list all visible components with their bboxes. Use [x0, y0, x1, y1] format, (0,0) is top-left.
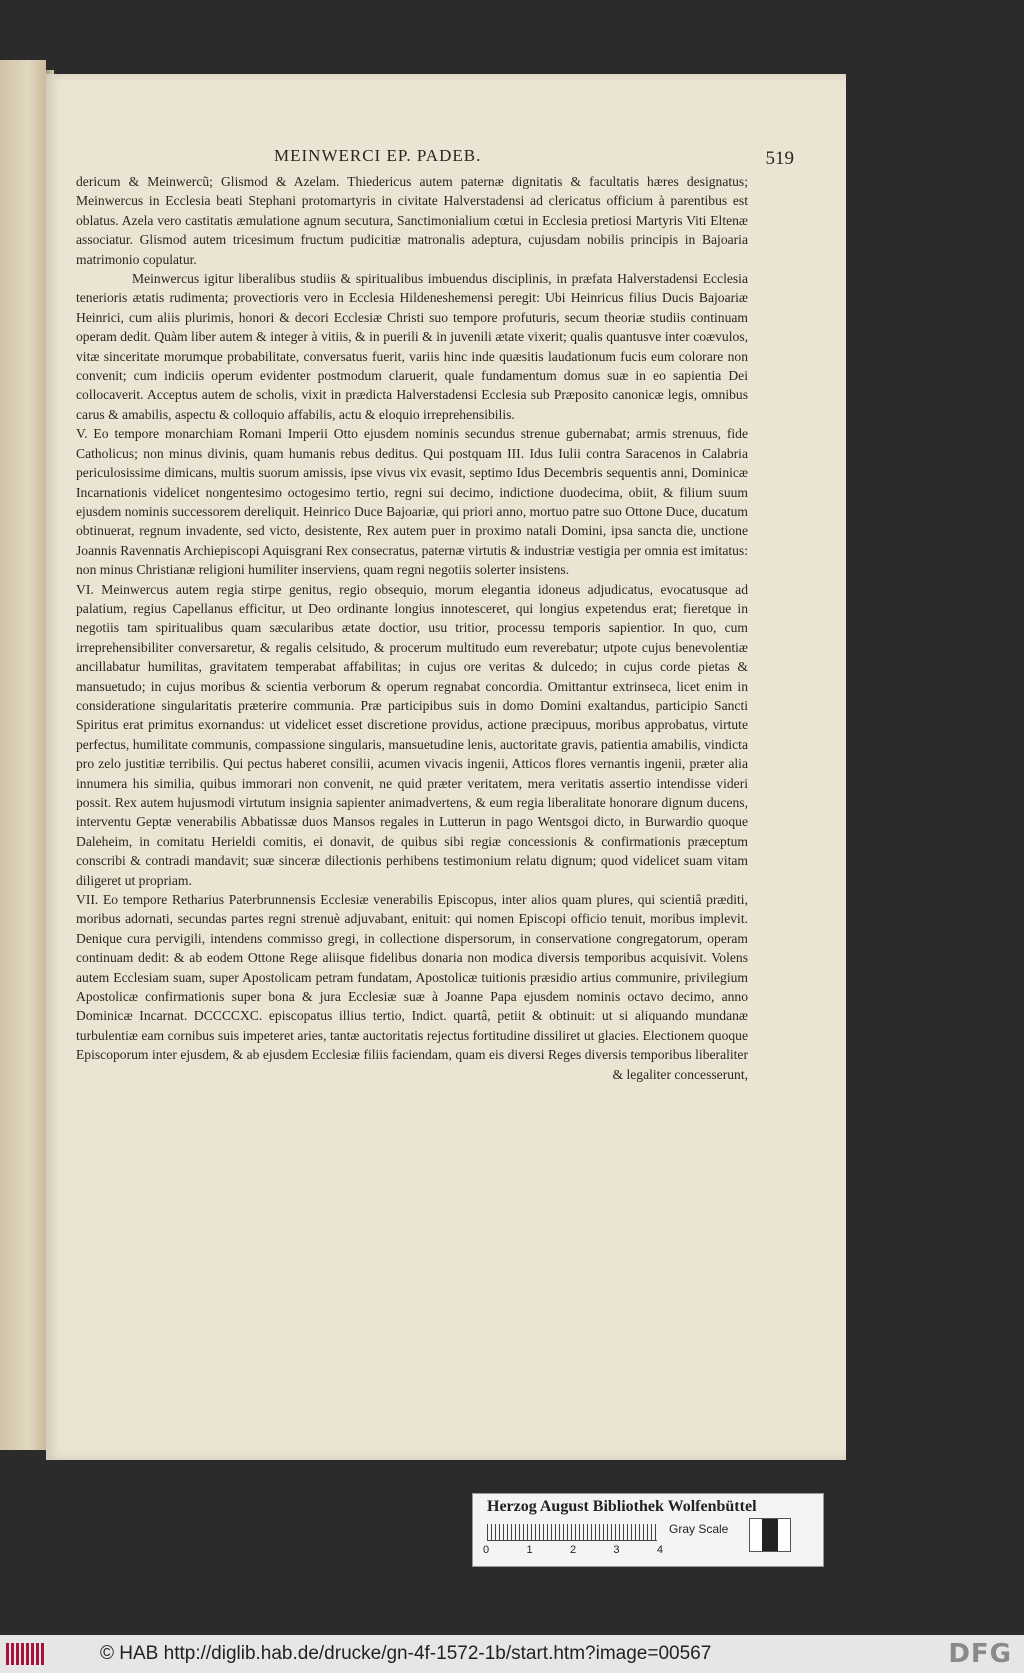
ruler-number: 2	[569, 1544, 577, 1556]
ruler-number: 4	[656, 1544, 663, 1556]
ruler-number: 0	[483, 1544, 490, 1556]
facing-page-edge	[0, 60, 46, 1450]
ruler-number: 1	[526, 1544, 533, 1556]
hab-logo-icon	[6, 1643, 46, 1665]
viewer-footer	[0, 1635, 1024, 1673]
paragraph: dericum & Meinwercũ; Glismod & Azelam. Thiedericus autem paternæ dignitatis & facultatis hæres designatus; Meinwercus in Ecclesia beati Stephani protomartyris in civitate Halverstadensi ad clericatus officium à parentibus est oblatus. Azela vero castitatis æmulatione agnum secutura, Sanctimonialium cœtui in Ecclesia pretiosi Martyris Viti Eltenæ associatur. Glismod autem tricesimum fructum pudicitiæ matronalis adeptura, cujusdam nobilis principis in Bajoaria matrimonio copulatur.	[76, 174, 748, 267]
gray-scale-label: Gray Scale	[669, 1522, 729, 1536]
paragraph: Meinwercus igitur liberalibus studiis & spiritualibus imbuendus disciplinis, in præfata Halverstadensi Ecclesia tenerioris ætatis rudimenta; provectioris vero in Ecclesia Hildeneshemensi peregit: Ubi Heinricus filius Ducis Bajoariæ Heinrici, cum aliis plurimis, honori & decori Ecclesiæ Christi suo tempore profuturis, secum theoriæ studiis continuam operam dedit. Quàm liber autem & integer à vitiis, & in puerili & in juvenili ætate vixerit; qualis quantusve inter coævulos, vitæ sinceritate morumque probabilitate, conversatus fuerit, variis hinc inde quæsitis laudationum fucis eum colorare non convenit; cum indiciis operum evidenter postmodum claruerit, quale fundamentum domus suæ in eo sapientia Dei collocaverit. Acceptus autem de scholis, vixit in prædicta Halverstadensi Ecclesia sub Præposito canonicæ legis, omnibus carus & amabilis, aspectu & colloquio affabilis, actu & eloquio irreprehensibilis.	[76, 271, 748, 422]
body-text	[76, 172, 748, 1084]
gray-scale-swatch	[749, 1518, 791, 1552]
ruler-number: 3	[613, 1544, 620, 1556]
paragraph: VI. Meinwercus autem regia stirpe genitus, regio obsequio, morum elegantia idoneus adjudicatus, evocatusque ad palatium, regius Capellanus efficitur, ut Deo ordinante longius innotesceret, qui longius expetendus erat; fieretque in negotiis tam spiritualibus quam sæcularibus ætate doctior, usu tritior, processu temporis sapientior. In quo, cum irreprehensibiliter conversaretur, & regalis celsitudo, & procerum multitudo eum reverebatur; utpote cujus benevolentiæ ancillabatur humilitas, gravitatem temperabat affabilitas; in cujus ore veritas & dulcedo; in cujus corde pietas & mansuetudo; in cujus moribus & scientia verborum & operum regnabat concordia. Omittantur extrinseca, licet enim in consideratione singularitatis præterire communia. Præ participibus suis in domo Domini exaltandus, participio Sancti Spiritus erat primitus exornandus: ut videlicet esset discretione providus, actione præcipuus, moribus approbatus, virtute perfectus, humilitate communis, compassione singularis, mansuetudine lenis, auctoritate gravis, patientia amabilis, vindicta pro zelo justitiæ terribilis. Qui pectus haberet consilii, acumen vivacis ingenii, Atticos flores vernantis ingenii, præter alia innumera his similia, quibus immorari non convenit, ne quid præter veritatem, mera veritatis assertio intendisse videri possit. Rex autem hujusmodi virtutum insignia sapienter animadvertens, & eum regia liberalitate honorare dignum ducens, interventu Geptæ venerabilis Abbatissæ duos Mansos regales in Lutterun in pago Wentsgoi dicto, in Burwardio quoque Daleheim, in comitatu Herieldi comitis, ei donavit, de quibus sibi regiæ concessionis & confirmationis præceptum conscribi & contradi mandavit; suæ sinceræ dilectionis perhibens testimonium relatu dignum; quod videlicet suam vitam diligeret ut propriam.	[76, 581, 748, 888]
library-card-title: Herzog August Bibliothek Wolfenbüttel	[487, 1498, 757, 1515]
book-page	[46, 74, 846, 1460]
paragraph: V. Eo tempore monarchiam Romani Imperii Otto ejusdem nominis secundus strenue gubernabat; armis strenuus, fide Catholicus; non minus divinis, quam humanis rebus deditus. Qui postquam III. Idus Iulii contra Saracenos in Calabria periculosissime dimicans, multis suorum amissis, ipse vivus vix evasit, septimo Idus Decembris sequentis anni, Dominicæ Incarnationis videlicet nongentesimo octogesimo tertio, regni sui decimo, indictione duodecima, obiit, & filium suum ejusdem nominis successorem dereliquit. Heinrico Duce Bajoariæ, qui priori anno, mortuo patre suo Ottone Duce, ducatum obtinuerat, regnum invadente, sed victo, desistente, Rex autem puer in proximo natali Domini, ipsa sancta die, unctione Joannis Ravennatis Archiepiscopi Aquisgrani Rex consecratus, paternæ virtutis & industriæ vestigia per omnia est imitatus: non minus Christianæ religioni humiliter inserviens, quam regni negotiis solerter insistens.	[76, 426, 748, 578]
page-header	[274, 146, 794, 169]
paragraph: VII. Eo tempore Retharius Paterbrunnensis Ecclesiæ venerabilis Episcopus, inter alios quam plures, qui scientiâ præditi, moribus adornati, secundas partes regni strenuè adjuvabant, enituit: qui nomen Episcopi officio tenuit, moribus implevit. Denique cura pervigili, intendens commisso gregi, in collectione dispersorum, in conservatione congregatorum, operam continuam dedit: & ab eodem Ottone Rege aliisque fidelibus donaria non modica diversis temporibus acquisivit. Volens autem Ecclesiam suam, super Apostolicam petram fundatam, Apostolicæ tuitionis præsidio artius communire, privilegium Apostolicæ confirmationis super bona & jura Ecclesiæ suæ à Joanne Papa ejusdem nominis octavo decimo, anno Dominicæ Incarnat. DCCCCXC. episcopatus illius tertio, Indict. quartâ, petiit & obtinuit: ut si aliquando mundanæ turbulentiæ eam cornibus suis impeteret aries, tantæ auctoritatis rejectus fortitudine dissiliret ut glacies. Electionem quoque Episcoporum inter ejusdem, & ab ejusdem Ecclesiæ filiis faciendam, quam eis diversi Reges diversis temporibus liberaliter & legaliter concesserunt,	[76, 892, 748, 1082]
page-number: 519	[765, 148, 794, 169]
scale-ruler	[487, 1524, 657, 1541]
source-url[interactable]: © HAB http://diglib.hab.de/drucke/gn-4f-1572-1b/start.htm?image=00567	[100, 1643, 712, 1664]
running-title: MEINWERCI EP. PADEB.	[274, 146, 482, 165]
dfg-logo: DFG	[948, 1639, 1012, 1669]
ruler-numbers	[483, 1544, 663, 1556]
library-color-card	[472, 1493, 824, 1567]
